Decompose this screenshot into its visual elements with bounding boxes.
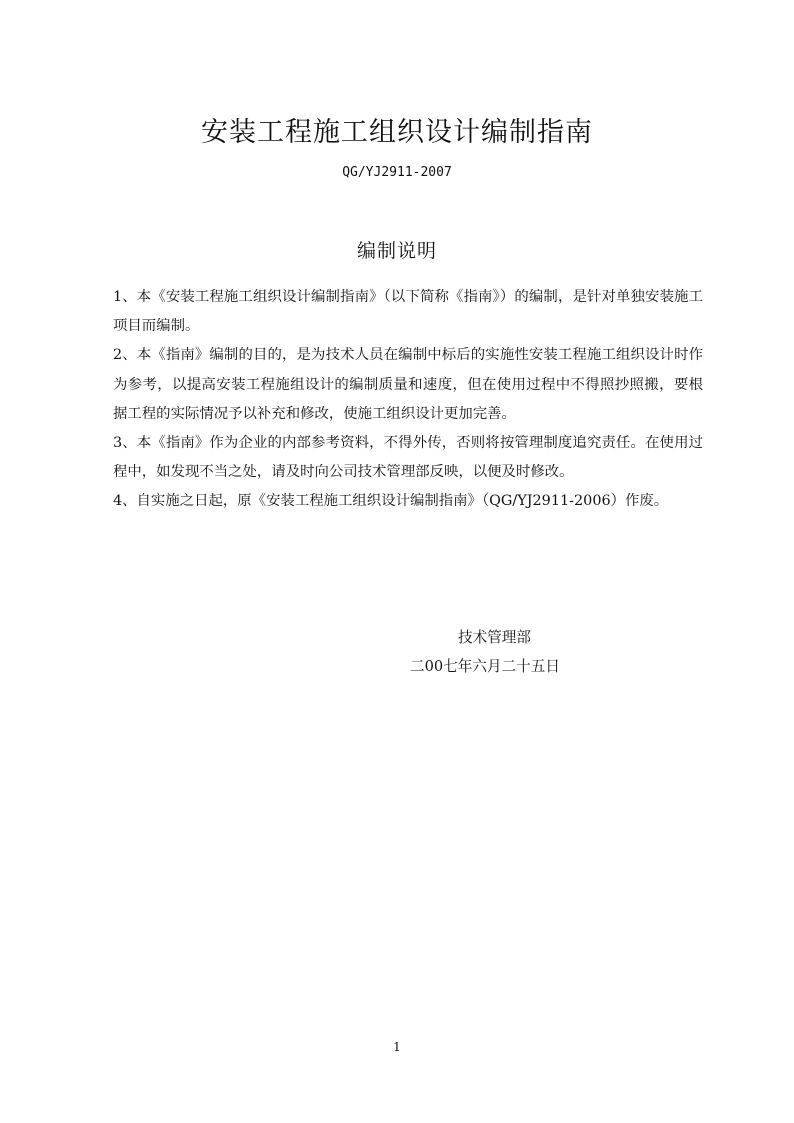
section-title: 编制说明: [356, 240, 437, 262]
signature-date: 二00七年六月二十五日: [410, 658, 560, 675]
page-number: 1: [393, 1040, 401, 1054]
paragraph-3: 3、本《指南》作为企业的内部参考资料，不得外传，否则将按管理制度追究责任。在使用过程中，如发现不当之处，请及时向公司技术管理部反映，以便及时修改。: [113, 435, 703, 481]
paragraph-4: 4、自实施之日起，原《安装工程施工组织设计编制指南》（QG/YJ2911-2006）作废。: [113, 493, 669, 510]
signature-dept: 技术管理部: [458, 629, 531, 646]
document-code: QG/YJ2911-2007: [342, 165, 452, 180]
document-title: 安装工程施工组织设计编制指南: [201, 117, 593, 148]
paragraph-1: 1、本《安装工程施工组织设计编制指南》（以下简称《指南》）的编制，是针对单独安装施工项目而编制。: [113, 289, 703, 335]
document-body: [113, 283, 703, 517]
paragraph-2: 2、本《指南》编制的目的，是为技术人员在编制中标后的实施性安装工程施工组织设计时作为参考，以提高安装工程施组设计的编制质量和速度，但在使用过程中不得照抄照搬，要根据工程的实际情况予以补充和修改，使施工组织设计更加完善。: [113, 347, 703, 422]
